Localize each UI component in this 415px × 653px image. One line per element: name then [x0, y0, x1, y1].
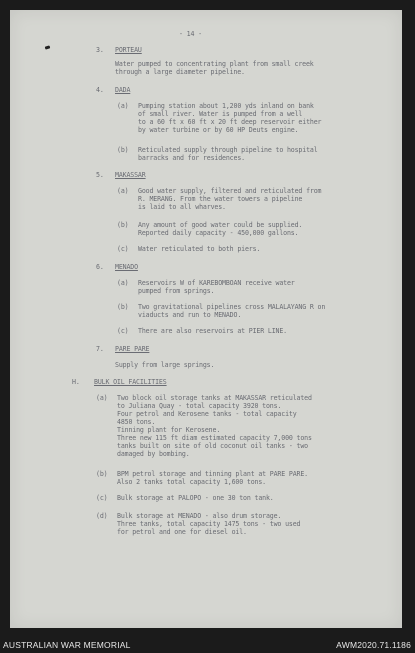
section-6-a-line-1: Reservoirs W of KAREBOMBOAN receive water	[138, 279, 295, 287]
section-h-d-line-1: Bulk storage at MENADO - also drum storage.	[117, 512, 282, 520]
section-4-a-line-1: Pumping station about 1,200 yds inland on bank	[138, 102, 314, 110]
footer-institution: AUSTRALIAN WAR MEMORIAL	[3, 640, 131, 650]
section-5-title: MAKASSAR	[115, 171, 146, 179]
page-number: - 14 -	[179, 30, 202, 38]
section-6-b-line-1: Two gravitational pipelines cross MALALAYANG R on	[138, 303, 326, 311]
section-3-line-1: Water pumped to concentrating plant from small creek	[115, 60, 314, 68]
section-h-b-line-1: BPM petrol storage and tinning plant at PARE PARE.	[117, 470, 308, 478]
section-6-a-line-2: pumped from springs.	[138, 287, 215, 295]
section-6-c-label: (c)	[117, 327, 129, 335]
section-5-number: 5.	[96, 171, 104, 179]
section-h-title: BULK OIL FACILITIES	[94, 378, 167, 386]
section-4-title: DADA	[115, 86, 131, 94]
section-6-number: 6.	[96, 263, 104, 271]
section-h-d-label: (d)	[96, 512, 108, 520]
section-h-c-label: (c)	[96, 494, 108, 502]
section-6-b-line-2: viaducts and run to MENADO.	[138, 311, 242, 319]
section-h-a-line-4: 4850 tons.	[117, 418, 156, 426]
section-6-c-line-1: There are also reservoirs at PIER LINE.	[138, 327, 287, 335]
section-4-number: 4.	[96, 86, 104, 94]
section-h-a-label: (a)	[96, 394, 108, 402]
section-3-number: 3.	[96, 46, 104, 54]
section-5-c-label: (c)	[117, 245, 129, 253]
section-5-b-line-2: Reported daily capacity - 450,000 gallons.	[138, 229, 299, 237]
section-6-a-label: (a)	[117, 279, 129, 287]
footer-accession-number: AWM2020.71.1186	[336, 640, 411, 650]
section-5-a-label: (a)	[117, 187, 129, 195]
section-5-b-label: (b)	[117, 221, 129, 229]
section-5-c-line-1: Water reticulated to both piers.	[138, 245, 261, 253]
section-h-a-line-3: Four petrol and Kerosene tanks - total capacity	[117, 410, 297, 418]
section-h-a-line-1: Two block oil storage tanks at MAKASSAR reticulated	[117, 394, 312, 402]
section-h-d-line-2: Three tanks, total capacity 1475 tons - two used	[117, 520, 301, 528]
section-h-a-line-2: to Juliana Quay - total capacity 3920 tons.	[117, 402, 282, 410]
section-7-title: PARE PARE	[115, 345, 150, 353]
section-5-a-line-2: R. MERANG. From the water towers a pipeline	[138, 195, 303, 203]
section-h-a-line-5: Tinning plant for Kerosene.	[117, 426, 221, 434]
section-4-b-label: (b)	[117, 146, 129, 154]
section-5-a-line-3: is laid to all wharves.	[138, 203, 226, 211]
section-3-line-2: through a large diameter pipeline.	[115, 68, 245, 76]
section-h-a-line-6: Three new 115 ft diam estimated capacity 7,000 tons	[117, 434, 312, 442]
section-h-b-label: (b)	[96, 470, 108, 478]
section-7-number: 7.	[96, 345, 104, 353]
section-6-title: MENADO	[115, 263, 138, 271]
section-7-line-1: Supply from large springs.	[115, 361, 215, 369]
section-4-a-label: (a)	[117, 102, 129, 110]
section-4-a-line-4: by water turbine or by 60 HP Deuts engine.	[138, 126, 299, 134]
section-h-a-line-7: tanks built on site of old coconut oil tanks - two	[117, 442, 308, 450]
section-6-b-label: (b)	[117, 303, 129, 311]
section-3-title: PORTEAU	[115, 46, 142, 54]
section-5-a-line-1: Good water supply, filtered and reticulated from	[138, 187, 322, 195]
section-4-a-line-3: to a 60 ft x 60 ft x 20 ft deep reservoir either	[138, 118, 322, 126]
section-4-b-line-2: barracks and for residences.	[138, 154, 245, 162]
section-h-b-line-2: Also 2 tanks total capacity 1,600 tons.	[117, 478, 266, 486]
section-5-b-line-1: Any amount of good water could be supplied.	[138, 221, 303, 229]
section-h-d-line-3: for petrol and one for diesel oil.	[117, 528, 247, 536]
section-h-c-line-1: Bulk storage at PALOPO - one 30 ton tank.	[117, 494, 274, 502]
section-h-label: H.	[72, 378, 80, 386]
section-4-b-line-1: Reticulated supply through pipeline to hospital	[138, 146, 318, 154]
section-h-a-line-8: damaged by bombing.	[117, 450, 190, 458]
section-4-a-line-2: of small river. Water is pumped from a well	[138, 110, 303, 118]
